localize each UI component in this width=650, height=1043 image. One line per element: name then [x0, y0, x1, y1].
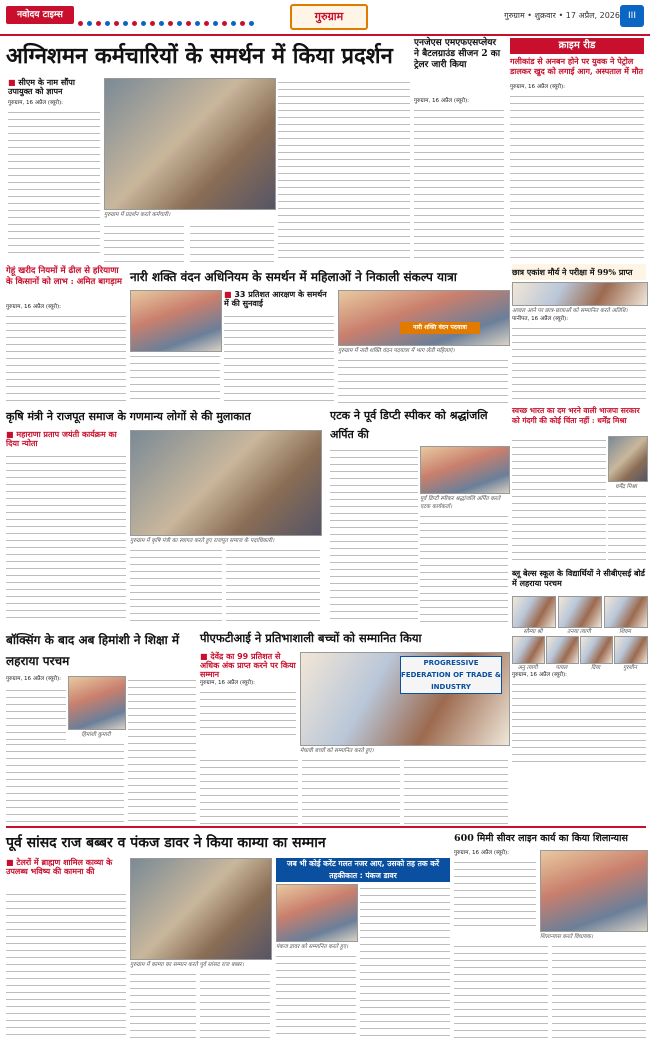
story4-photo-small — [130, 290, 222, 352]
story9-photo-2 — [558, 596, 602, 628]
story7-photo — [130, 430, 322, 536]
story9-photo-7 — [614, 636, 648, 664]
masthead — [0, 0, 650, 36]
story6-body-text — [512, 436, 606, 566]
story6-portrait — [608, 436, 648, 482]
story9-photo-6 — [580, 636, 613, 664]
story4-photo-rally — [338, 290, 510, 346]
story1-body-col3 — [190, 222, 274, 262]
story12-quote-caption: पंकज डावर को सम्मानित करते हुए। — [276, 944, 349, 950]
story4-rally-banner: नारी शक्ति वंदन पदयात्रा — [400, 322, 480, 334]
story4-body-col2 — [338, 356, 508, 404]
story6-portrait-caption: धर्मेंद्र मिश्रा — [615, 484, 637, 490]
story11-caption: मेधावी बच्चों को सम्मानित करते हुए। — [300, 748, 374, 754]
story3-body-text — [6, 312, 126, 404]
story6-headline: स्वच्छ भारत का दम भरने वाली भाजपा सरकार को गंदगी की कोई चिंता नहीं : धर्मेंद्र मिश्रा — [512, 406, 640, 425]
story13-body-col2 — [454, 942, 548, 1038]
story2-body-text — [414, 106, 504, 262]
story10-headline: बॉक्सिंग के बाद अब हिमांशी ने शिक्षा में लहराया परचम — [6, 633, 180, 668]
story12-headline: पूर्व सांसद राज बब्बर व पंकज डावर ने किया काम्या का सम्मान — [6, 835, 326, 851]
story11-body-col3 — [302, 756, 400, 824]
story1-subhead: ■ सीएम के नाम सौंपा उपायुक्त को ज्ञापन — [8, 78, 100, 98]
story5-headline: छात्र एकांश मौर्य ने परीक्षा में 99% प्राप्त — [512, 264, 646, 280]
story9-photo-5 — [546, 636, 579, 664]
story10-portrait-caption: हिमांशी कुमारी — [81, 732, 111, 738]
story9-headline: ब्लू बेल्स स्कूल के विद्यार्थियों ने सीबीएसई बोर्ड में लहराया परचम — [512, 568, 645, 588]
story9-photo-caption-7: गुरशीन — [623, 665, 637, 671]
story5-dateline: पानीपत, 16 अप्रैल (ब्यूरो): — [512, 316, 569, 322]
section-title: गुरुग्राम — [290, 4, 368, 30]
story2-dateline: गुरुग्राम, 16 अप्रैल (ब्यूरो): — [414, 98, 470, 104]
story9-dateline: गुरुग्राम, 16 अप्रैल (ब्यूरो): — [512, 672, 568, 678]
story5-photo — [512, 282, 648, 306]
crime-body-text — [510, 92, 644, 262]
story8-body-col1 — [330, 446, 418, 622]
story5-caption: अव्वल आने पर छात्र-छात्राओं को सम्मानित करते अतिथि। — [512, 308, 628, 314]
story11-headline: पीएफटीआई ने प्रतिभाशाली बच्चों को सम्मानित किया — [200, 631, 422, 645]
story9-body-text — [512, 680, 646, 766]
story7-headline: कृषि मंत्री ने राजपूत समाज के गणमान्य लोगों से की मुलाकात — [6, 410, 251, 423]
story9-photo-caption-4: अनु त्यागी — [517, 665, 538, 671]
story12-quote-body-2 — [276, 952, 356, 1038]
story11-body-col2 — [200, 756, 298, 824]
story12-quote-photo — [276, 884, 358, 942]
story1-body-text — [8, 108, 100, 258]
story12-photo — [130, 858, 272, 960]
story12-body-col1 — [6, 890, 126, 1038]
story1-headline: अग्निशमन कर्मचारियों के समर्थन में किया प्रदर्शन — [6, 43, 393, 69]
story10-body-col2 — [6, 740, 124, 824]
crime-dateline: गुरुग्राम, 16 अप्रैल (ब्यूरो): — [510, 84, 566, 90]
bottom-divider — [6, 826, 646, 828]
story13-body-col3 — [552, 942, 646, 1038]
story9-photo-caption-3: शिवम — [619, 629, 631, 635]
story8-caption: पूर्व डिप्टी स्पीकर श्रद्धांजलि अर्पित करते एटक कार्यकर्ता। — [420, 496, 501, 510]
story7-subhead: ■ महाराणा प्रताप जयंती कार्यक्रम का दिया न्योता — [6, 430, 126, 450]
story8-headline: एटक ने पूर्व डिप्टी स्पीकर को श्रद्धांजलि अर्पित की — [330, 409, 488, 441]
story10-portrait — [68, 676, 126, 730]
story11-photo-banner: PROGRESSIVE FEDERATION OF TRADE & INDUSTRY — [400, 656, 502, 694]
story11-body-col4 — [404, 756, 508, 824]
page-dateline: गुरुग्राम • शुक्रवार • 17 अप्रैल, 2026 — [504, 11, 620, 20]
story4-body-col0 — [130, 352, 220, 404]
story10-body-col3 — [128, 676, 196, 824]
story12-caption: गुरुग्राम में काम्या का सम्मान करते पूर्व सांसद राज बब्बर। — [130, 962, 244, 968]
story9-photo-caption-2: तनया त्यागी — [567, 629, 591, 635]
story11-dateline: गुरुग्राम, 16 अप्रैल (ब्यूरो): — [200, 680, 256, 686]
story9-photo-3 — [604, 596, 648, 628]
story9-photo-4 — [512, 636, 545, 664]
story13-caption: शिलान्यास करते विधायक। — [540, 934, 594, 940]
story4-caption: गुरुग्राम में नारी शक्ति वंदन पदयात्रा में भाग लेती महिलाएं। — [338, 348, 455, 354]
story12-quote-body — [360, 884, 450, 1038]
story13-dateline: गुरुग्राम, 16 अप्रैल (ब्यूरो): — [454, 850, 510, 856]
story3-dateline: गुरुग्राम, 16 अप्रैल (ब्यूरो): — [6, 304, 62, 310]
decorative-dots — [78, 11, 278, 19]
brand-logo: नवोदय टाइम्स — [6, 6, 74, 24]
story7-body-col2 — [130, 546, 222, 622]
story13-headline: 600 मिमी सीवर लाइन कार्य का किया शिलान्यास — [454, 833, 628, 844]
story1-body-col2 — [104, 222, 184, 262]
story3-headline: गेहूं खरीद नियमों में ढील से हरियाणा के किसानों को लाभ : अमित बागड़ाम — [6, 266, 122, 287]
story12-body-col2 — [130, 970, 196, 1038]
story7-body-col3 — [226, 546, 320, 622]
story1-dateline: गुरुग्राम, 16 अप्रैल (ब्यूरो): — [8, 100, 64, 106]
story12-quote-box: जब भी कोई करेंट गलत नजर आए, उसको तह तक करें तहकीकात : पंकज डावर — [276, 858, 450, 882]
crime-headline: गलीकांड से अनबन होने पर युवक ने पेट्रोल डालकर खुद को लगाई आग, अस्पताल में मौत — [510, 56, 644, 76]
story13-photo — [540, 850, 648, 932]
story12-body-col3 — [200, 970, 270, 1038]
story11-body-col1 — [200, 688, 296, 736]
story9-photo-caption-1: सौम्या श्री — [523, 629, 543, 635]
story1-caption: गुरुग्राम में प्रदर्शन करते कर्मचारी। — [104, 212, 171, 218]
story4-headline: नारी शक्ति वंदन अधिनियम के समर्थन में महिलाओं ने निकाली संकल्प यात्रा — [130, 270, 457, 284]
story9-photo-1 — [512, 596, 556, 628]
story9-photo-caption-6: दिया — [590, 665, 601, 671]
story8-body-col2 — [420, 512, 508, 622]
story1-body-col4 — [278, 78, 410, 262]
story4-subhead: ■ 33 प्रतिशत आरक्षण के समर्थन में की सुनवाई — [224, 290, 334, 310]
story1-photo — [104, 78, 276, 210]
crime-box-title: क्राइम रीड — [510, 38, 644, 54]
story13-body-col1 — [454, 858, 536, 930]
story7-caption: गुरुग्राम में कृषि मंत्री का स्वागत करते हुए राजपूत समाज के पदाधिकारी। — [130, 538, 275, 544]
story4-body-col1 — [224, 312, 334, 404]
story2-headline: एनजेएस एमएफएसप्लेयर ने बैटलग्राउंड सीजन 2 का ट्रेलर जारी किया — [414, 38, 501, 70]
story5-body-text — [512, 324, 646, 404]
story8-photo — [420, 446, 510, 494]
story10-dateline: गुरुग्राम, 16 अप्रैल (ब्यूरो): — [6, 676, 62, 682]
story12-subhead: ■ टेलरों में ब्राह्मण शामिल काव्या के उपलब्ध भविष्य की कामना की — [6, 858, 126, 888]
story11-subhead: ■ देवेंद्र का 99 प्रतिशत से अधिक अंक प्राप्त करने पर किया सम्मान — [200, 652, 296, 678]
page-number: III — [620, 5, 644, 27]
story7-body-col1 — [6, 452, 126, 622]
story6-body-col2 — [608, 492, 646, 566]
story9-photo-caption-5: पायल — [555, 665, 568, 671]
